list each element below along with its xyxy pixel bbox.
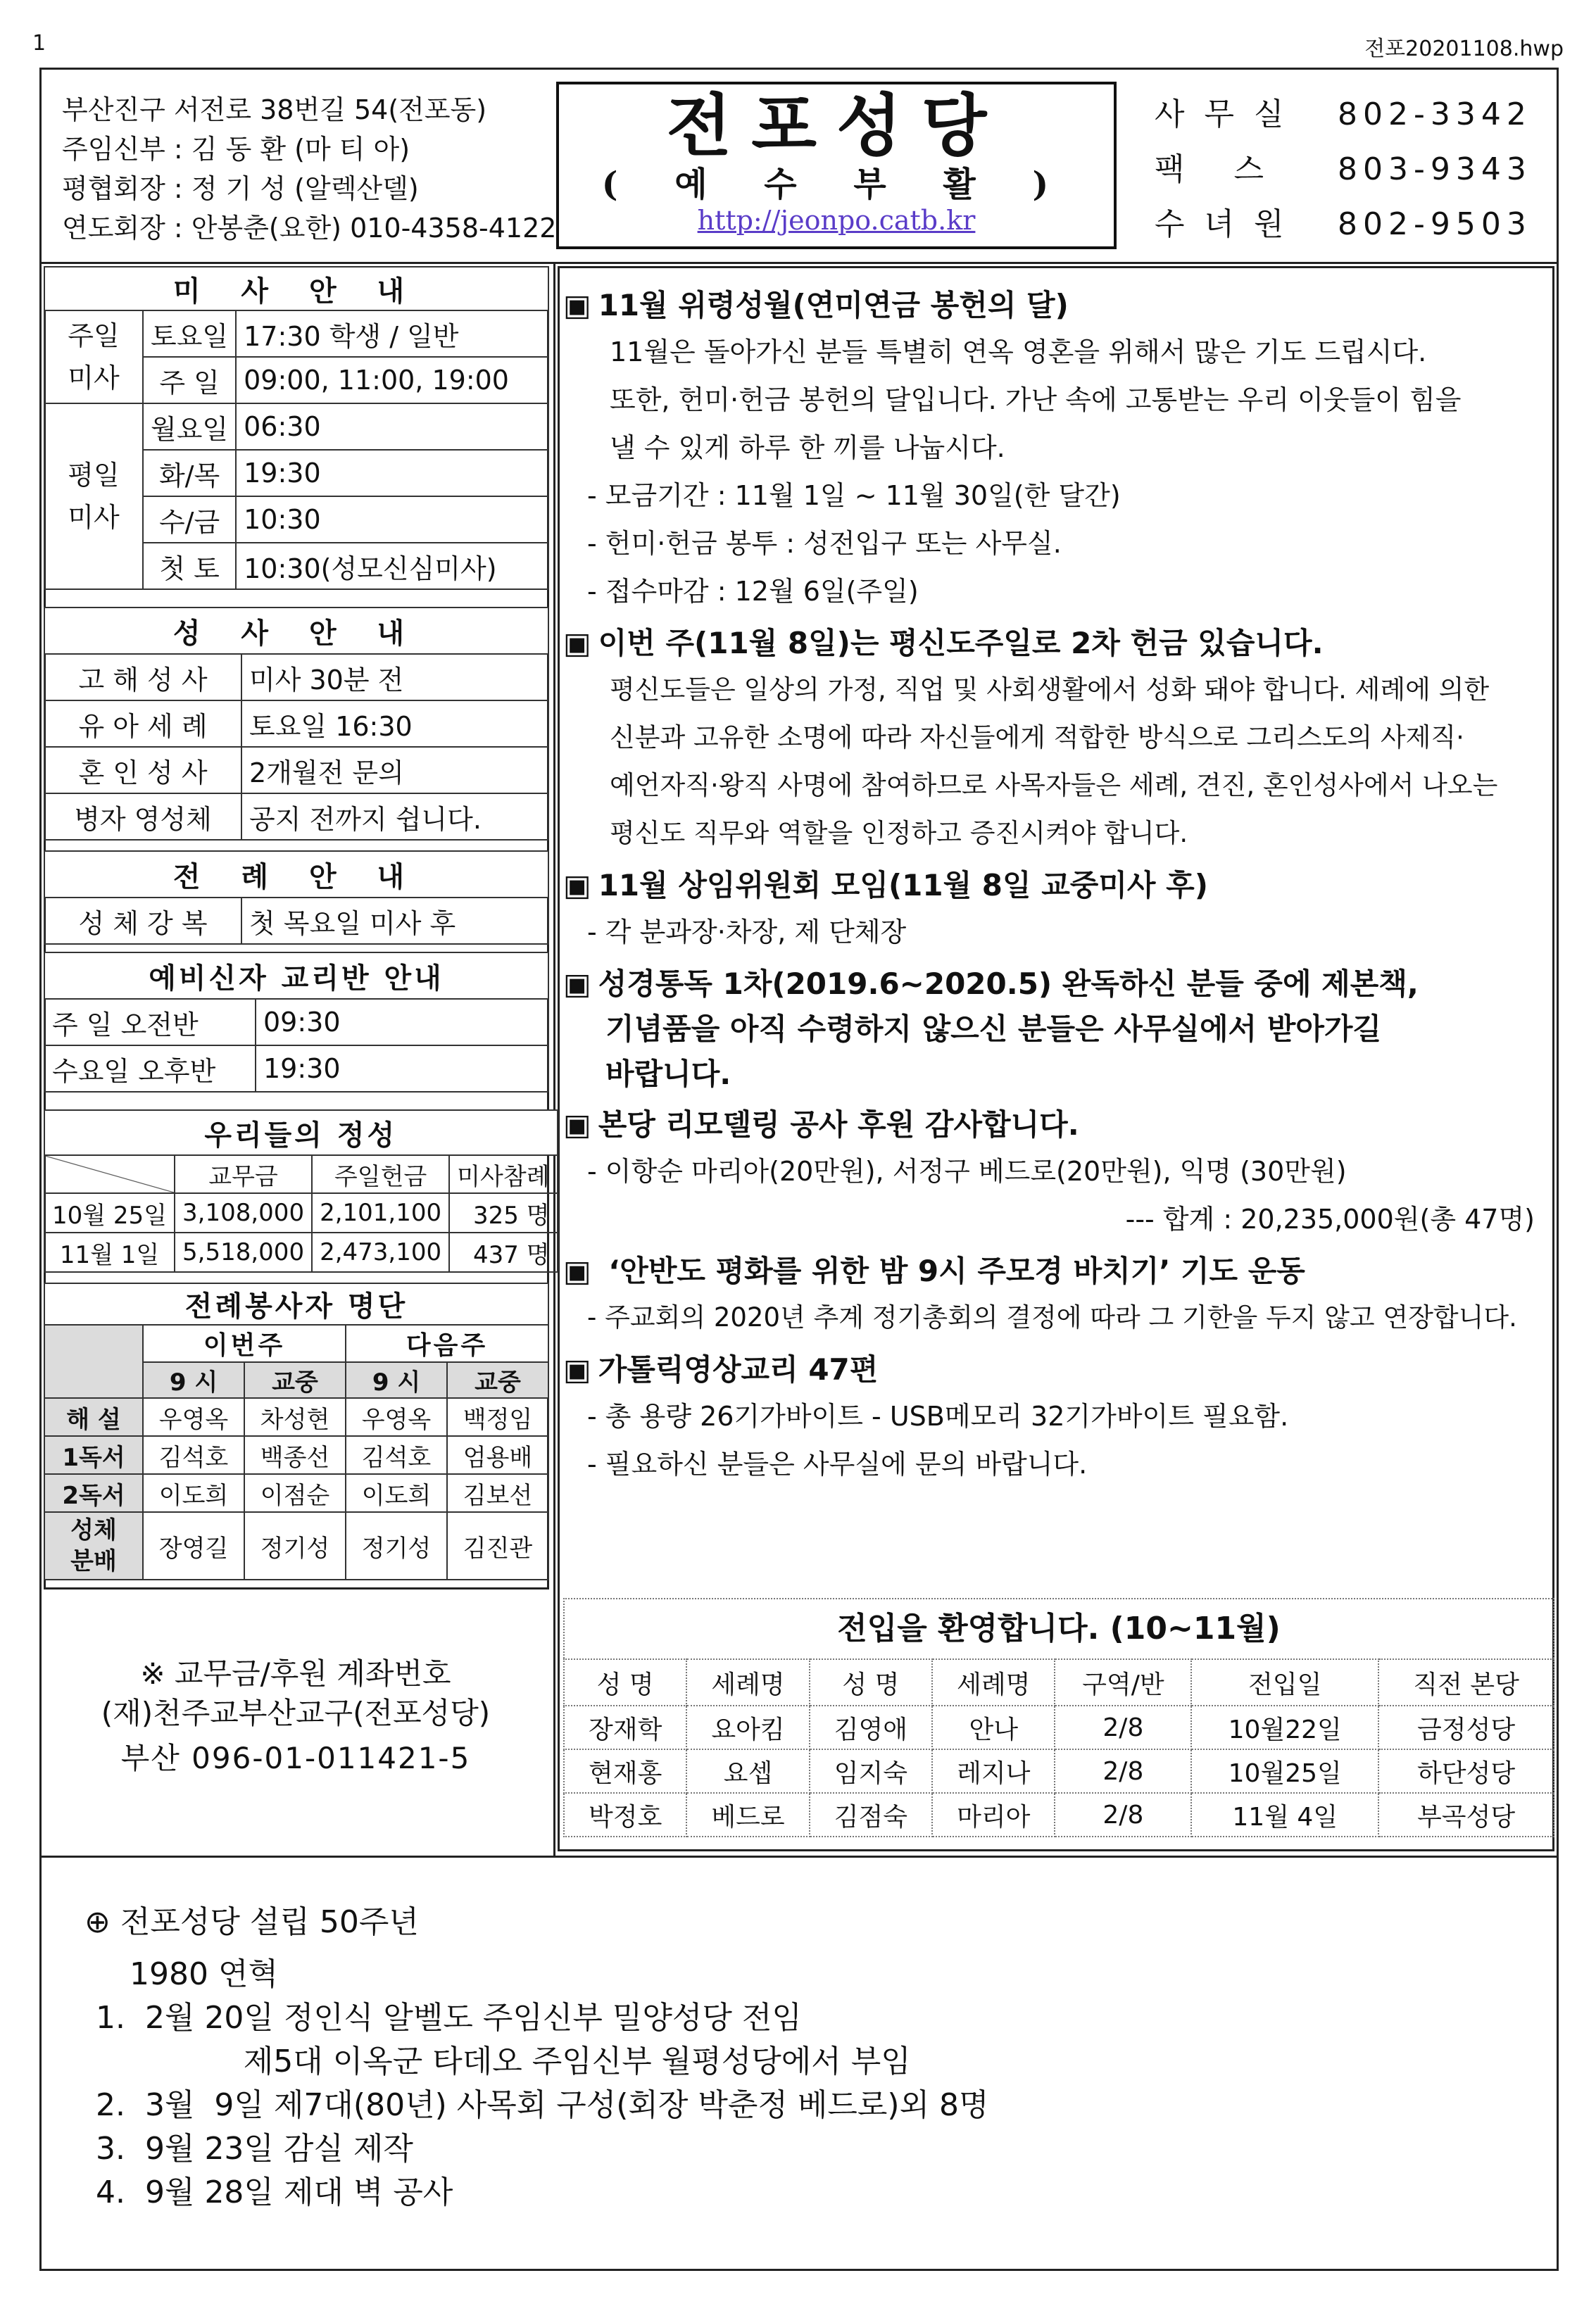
weekday-mass-label: 평일 미사 [44, 403, 143, 589]
welcome-section [563, 1598, 1554, 1837]
notice-detail: - 이항순 마리아(20만원), 서정구 베드로(20만원), 익명 (30만원) [587, 1156, 1347, 1187]
server-name: 장영길 [143, 1512, 244, 1580]
welcome-cell: 요아킴 [686, 1706, 809, 1749]
class-time: 09:30 [256, 999, 548, 1045]
square-bullet-icon: ▣ [563, 1107, 591, 1142]
sacrament-name: 병자 영성체 [44, 793, 241, 840]
mass-day: 수/금 [143, 496, 236, 543]
offering-date: 10월 25일 [44, 1193, 175, 1233]
welcome-cell: 베드로 [686, 1793, 809, 1837]
sacrament-name: 고 해 성 사 [44, 654, 241, 700]
welcome-cell: 금정성당 [1378, 1706, 1554, 1749]
contact-office: 사무실 802-3342 [1155, 96, 1532, 132]
welcome-cell: 하단성당 [1378, 1749, 1554, 1793]
notice-list [563, 283, 1563, 1494]
liturgy-table [44, 850, 549, 945]
mass-table [44, 266, 549, 590]
liturgy-name: 성 체 강 복 [44, 898, 241, 944]
mass-day: 주 일 [143, 357, 236, 403]
parish-title: 전포성당 [666, 86, 1007, 165]
notice-title: 11월 위령성월(연미연금 봉헌의 달) [598, 288, 1069, 322]
table-row [564, 1706, 1554, 1749]
contact-convent: 수녀원 802-9503 [1155, 206, 1532, 242]
welcome-table [563, 1658, 1554, 1837]
welcome-col-header: 직전 본당 [1378, 1659, 1554, 1706]
sunday-mass-label: 주일 미사 [44, 310, 143, 403]
welcome-cell: 현재홍 [564, 1749, 686, 1793]
footer-divider [39, 1856, 1559, 1858]
offering-value: 325 명 [449, 1193, 557, 1233]
notice-title-cont: 기념품을 아직 수령하지 않으신 분들은 사무실에서 받아가길 [605, 1012, 1382, 1046]
square-bullet-icon: ▣ [563, 1254, 591, 1288]
offering-corner-cell [44, 1155, 175, 1193]
legion-president: 연도회장 : 안봉춘(요한) 010-4358-4122 [62, 213, 557, 244]
page-number: 1 [32, 31, 46, 56]
notice-text: 예언자직·왕직 사명에 참여하므로 사목자들은 세례, 견진, 혼인성사에서 나오는 [610, 770, 1498, 800]
sacrament-name: 유 아 세 례 [44, 700, 241, 747]
welcome-cell: 장재학 [564, 1706, 686, 1749]
mass-day: 화/목 [143, 450, 236, 496]
welcome-col-header: 성 명 [564, 1659, 686, 1706]
notice-item [563, 1102, 1563, 1243]
server-role: 해 설 [44, 1398, 143, 1436]
server-name: 백정임 [447, 1398, 548, 1436]
file-name: 전포20201108.hwp [1364, 37, 1564, 61]
offering-date: 11월 1일 [44, 1233, 175, 1272]
server-role: 1독서 [44, 1436, 143, 1474]
servers-table [44, 1283, 549, 1580]
offering-value: 437 명 [449, 1233, 557, 1272]
address: 부산진구 서전로 38번길 54(전포동) [62, 94, 487, 125]
table-row [564, 1793, 1554, 1837]
sacrament-name: 혼 인 성 사 [44, 747, 241, 793]
parish-info [62, 90, 556, 248]
sacrament-value: 토요일 16:30 [241, 700, 548, 747]
welcome-cell: 2/8 [1055, 1793, 1191, 1837]
server-name: 김보선 [447, 1474, 548, 1512]
catechumen-table [44, 952, 549, 1093]
history-item: 제5대 이옥군 타데오 주임신부 월평성당에서 부임 [96, 2044, 911, 2079]
mass-time: 10:30(성모신심미사) [236, 543, 548, 589]
notice-item [563, 962, 1563, 1097]
welcome-cell: 임지숙 [810, 1749, 932, 1793]
square-bullet-icon: ▣ [563, 868, 591, 902]
notice-item [563, 1249, 1563, 1342]
table-row [564, 1749, 1554, 1793]
next-week-header: 다음주 [346, 1325, 548, 1362]
notice-detail: - 총 용량 26기가바이트 - USB메모리 32기가바이트 필요함. [587, 1401, 1289, 1432]
mass-time: 09:00, 11:00, 19:00 [236, 357, 548, 403]
account-number: 부산 096-01-011421-5 [120, 1741, 471, 1775]
welcome-title: 전입을 환영합니다. (10~11월) [563, 1598, 1554, 1658]
time-header: 교중 [447, 1362, 548, 1398]
square-bullet-icon: ▣ [563, 1352, 591, 1387]
welcome-cell: 마리아 [932, 1793, 1055, 1837]
notice-title: 11월 상임위원회 모임(11월 8일 교중미사 후) [598, 868, 1208, 902]
notice-text: 11월은 돌아가신 분들 특별히 연옥 영혼을 위해서 많은 기도 드립시다. [610, 336, 1427, 367]
pastor: 주임신부 : 김 동 환 (마 티 아) [62, 134, 410, 165]
column-divider [553, 262, 555, 1856]
history-section [84, 1901, 989, 2215]
server-name: 김진관 [447, 1512, 548, 1580]
sacrament-value: 공지 전까지 쉽니다. [241, 793, 548, 840]
welcome-cell: 부곡성당 [1378, 1793, 1554, 1837]
mass-day: 월요일 [143, 403, 236, 450]
notice-detail: - 필요하신 분들은 사무실에 문의 바랍니다. [587, 1449, 1088, 1480]
server-name: 우영옥 [143, 1398, 244, 1436]
offering-col-header: 미사참례 [449, 1155, 557, 1193]
contact-list [1155, 87, 1532, 252]
welcome-col-header: 세례명 [932, 1659, 1055, 1706]
welcome-col-header: 구역/반 [1055, 1659, 1191, 1706]
notice-detail: - 접수마감 : 12월 6일(주일) [587, 576, 919, 607]
notice-text: 또한, 헌미·헌금 봉헌의 달입니다. 가난 속에 고통받는 우리 이웃들이 힘을 [610, 384, 1462, 415]
servers-corner [44, 1325, 143, 1398]
notice-detail: - 주교회의 2020년 추계 정기총회의 결정에 따라 그 기한을 두지 않고 연장합니다. [587, 1302, 1517, 1333]
welcome-cell: 김점숙 [810, 1793, 932, 1837]
notice-title-cont: 바랍니다. [605, 1057, 731, 1091]
sacrament-value: 미사 30분 전 [241, 654, 548, 700]
contact-fax: 팩 스 803-9343 [1155, 151, 1532, 187]
server-name: 김석호 [346, 1436, 447, 1474]
server-name: 이도희 [143, 1474, 244, 1512]
notice-text: 평신도 직무와 역할을 인정하고 증진시켜야 합니다. [610, 818, 1188, 848]
class-name: 수요일 오후반 [44, 1045, 256, 1092]
notice-item [563, 283, 1563, 615]
header-divider [39, 262, 1559, 264]
time-header: 교중 [244, 1362, 346, 1398]
liturgy-heading: 전 례 안 내 [44, 851, 548, 898]
time-header: 9 시 [346, 1362, 447, 1398]
history-year: 1980 연혁 [130, 1956, 278, 1992]
welcome-cell: 2/8 [1055, 1706, 1191, 1749]
welcome-cell: 레지나 [932, 1749, 1055, 1793]
square-bullet-icon: ▣ [563, 626, 591, 660]
welcome-cell: 11월 4일 [1191, 1793, 1378, 1837]
mass-time: 06:30 [236, 403, 548, 450]
server-role: 성체 분배 [44, 1512, 143, 1580]
account-holder: (재)천주교부산교구(전포성당) [101, 1696, 491, 1730]
sacrament-value: 2개월전 문의 [241, 747, 548, 793]
server-name: 정기성 [244, 1512, 346, 1580]
square-bullet-icon: ▣ [563, 288, 591, 322]
welcome-col-header: 성 명 [810, 1659, 932, 1706]
welcome-col-header: 세례명 [686, 1659, 809, 1706]
welcome-cell: 2/8 [1055, 1749, 1191, 1793]
notice-text: 평신도들은 일상의 가정, 직업 및 사회생활에서 성화 돼야 합니다. 세례에 의한 [610, 674, 1490, 705]
notice-title: 본당 리모델링 공사 후원 감사합니다. [598, 1107, 1079, 1142]
class-time: 19:30 [256, 1045, 548, 1092]
notice-title: 이번 주(11월 8일)는 평신도주일로 2차 헌금 있습니다. [598, 626, 1324, 660]
offering-heading: 우리들의 정성 [44, 1110, 558, 1155]
welcome-cell: 10월22일 [1191, 1706, 1378, 1749]
notice-item [563, 621, 1563, 857]
notice-item [563, 1347, 1563, 1488]
sacrament-table [44, 607, 549, 841]
mass-time: 10:30 [236, 496, 548, 543]
servers-heading: 전례봉사자 명단 [44, 1283, 548, 1325]
notice-text: 낼 수 있게 하루 한 끼를 나눕시다. [610, 432, 1005, 463]
mass-day: 토요일 [143, 310, 236, 357]
history-title: ⊕ 전포성당 설립 50주년 [84, 1904, 419, 1940]
liturgy-value: 첫 목요일 미사 후 [241, 898, 548, 944]
council-president: 평협회장 : 정 기 성 (알렉산델) [62, 173, 419, 204]
mass-heading: 미 사 안 내 [44, 267, 548, 310]
server-name: 이점순 [244, 1474, 346, 1512]
offering-col-header: 주일헌금 [312, 1155, 449, 1193]
donation-account [42, 1654, 549, 1778]
welcome-cell: 요셉 [686, 1749, 809, 1793]
welcome-cell: 박정호 [564, 1793, 686, 1837]
server-name: 정기성 [346, 1512, 447, 1580]
history-item: 2. 3월 9일 제7대(80년) 사목회 구성(회장 박춘정 베드로)외 8명 [96, 2087, 989, 2123]
welcome-cell: 김영애 [810, 1706, 932, 1749]
welcome-col-header: 전입일 [1191, 1659, 1378, 1706]
notice-detail: - 각 분과장·차장, 제 단체장 [587, 917, 907, 948]
notice-title: 성경통독 1차(2019.6~2020.5) 완독하신 분들 중에 제본책, [598, 967, 1419, 1001]
notice-title: 가톨릭영상교리 47편 [598, 1352, 879, 1387]
donation-total: --- 합계 : 20,235,000원(총 47명) [1125, 1204, 1535, 1235]
server-name: 이도희 [346, 1474, 447, 1512]
welcome-cell: 10월25일 [1191, 1749, 1378, 1793]
catechumen-heading: 예비신자 교리반 안내 [44, 952, 548, 999]
liturgical-subtitle: ( 예 수 부 활 ) [601, 165, 1072, 204]
mass-day: 첫 토 [143, 543, 236, 589]
website-link[interactable]: http://jeonpo.catb.kr [697, 205, 976, 236]
time-header: 9 시 [143, 1362, 244, 1398]
offering-value: 3,108,000 [175, 1193, 312, 1233]
notice-title: ‘안반도 평화를 위한 밤 9시 주모경 바치기’ 기도 운동 [598, 1254, 1305, 1288]
mass-time: 19:30 [236, 450, 548, 496]
notice-detail: - 모금기간 : 11월 1일 ~ 11월 30일(한 달간) [587, 480, 1121, 511]
welcome-cell: 안나 [932, 1706, 1055, 1749]
server-name: 백종선 [244, 1436, 346, 1474]
history-item: 4. 9월 28일 제대 벽 공사 [96, 2174, 453, 2210]
sacrament-heading: 성 사 안 내 [44, 608, 548, 654]
square-bullet-icon: ▣ [563, 967, 591, 1001]
server-name: 차성현 [244, 1398, 346, 1436]
offering-value: 2,473,100 [312, 1233, 449, 1272]
class-name: 주 일 오전반 [44, 999, 256, 1045]
server-name: 우영옥 [346, 1398, 447, 1436]
server-name: 엄용배 [447, 1436, 548, 1474]
notice-text: 신분과 고유한 소명에 따라 자신들에게 적합한 방식으로 그리스도의 사제직· [610, 722, 1464, 753]
notice-detail: - 헌미·헌금 봉투 : 성전입구 또는 사무실. [587, 528, 1062, 559]
history-item: 1. 2월 20일 정인식 알벨도 주임신부 밀양성당 전임 [96, 2000, 802, 2036]
history-item: 3. 9월 23일 감실 제작 [96, 2131, 413, 2167]
offering-value: 5,518,000 [175, 1233, 312, 1272]
offering-table [44, 1109, 558, 1273]
offering-value: 2,101,100 [312, 1193, 449, 1233]
notice-item [563, 863, 1563, 956]
account-heading: ※ 교무금/후원 계좌번호 [140, 1656, 451, 1691]
title-box [556, 82, 1117, 249]
offering-col-header: 교무금 [175, 1155, 312, 1193]
this-week-header: 이번주 [143, 1325, 346, 1362]
server-role: 2독서 [44, 1474, 143, 1512]
mass-time: 17:30 학생 / 일반 [236, 310, 548, 357]
server-name: 김석호 [143, 1436, 244, 1474]
